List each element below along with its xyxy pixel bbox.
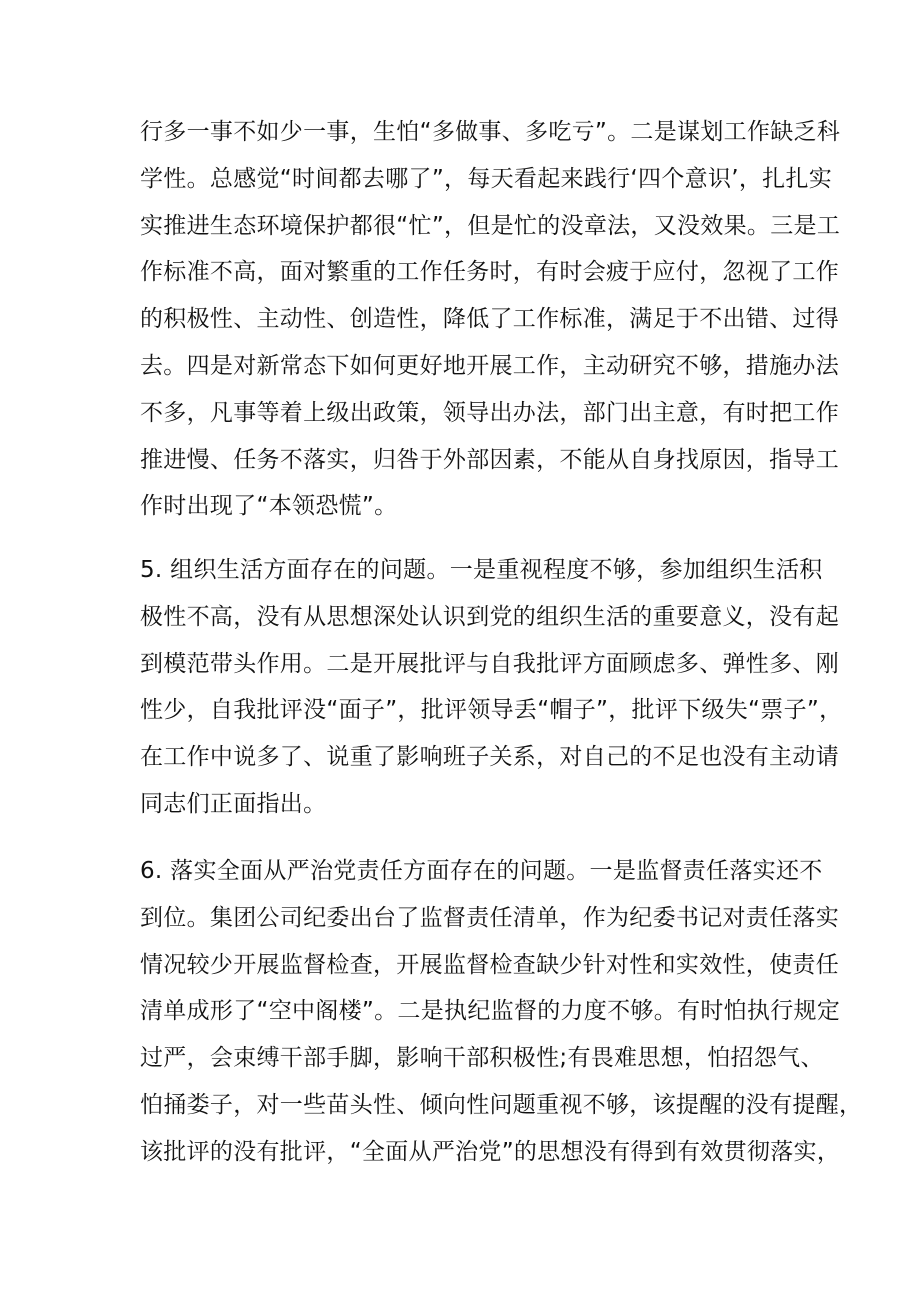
text-line: 6. 落实全面从严治党责任方面存在的问题。一是监督责任落实还不 xyxy=(140,858,823,884)
text-line: 极性不高，没有从思想深处认识到党的组织生活的重要意义，没有起 xyxy=(140,603,839,630)
paragraph-section-5-organization-life xyxy=(140,547,843,828)
text-line: 在工作中说多了、说重了影响班子关系，对自己的不足也没有主动请 xyxy=(140,744,839,771)
text-line: 作时出现了“本领恐慌”。 xyxy=(140,493,398,520)
text-line: 5. 组织生活方面存在的问题。一是重视程度不够，参加组织生活积 xyxy=(140,557,823,583)
text-line: 实推进生态环境保护都很“忙”，但是忙的没章法，又没效果。三是工 xyxy=(140,212,841,239)
text-line: 作标准不高，面对繁重的工作任务时，有时会疲于应付，忽视了工作 xyxy=(140,259,839,286)
text-line: 到位。集团公司纪委出台了监督责任清单，作为纪委书记对责任落实 xyxy=(140,904,839,931)
text-line: 推进慢、任务不落实，归咎于外部因素，不能从自身找原因，指导工 xyxy=(140,446,839,473)
text-line: 行多一事不如少一事，生怕“多做事、多吃亏”。二是谋划工作缺乏科 xyxy=(140,119,841,145)
text-line: 的积极性、主动性、创造性，降低了工作标准，满足于不出错、过得 xyxy=(140,306,839,333)
paragraph-section-6-party-governance xyxy=(140,848,863,1176)
text-line: 学性。总感觉“时间都去哪了”，每天看起来践行‘四个意识’，扎扎实 xyxy=(140,165,833,192)
paragraph-work-style-continuation xyxy=(140,109,841,530)
text-line: 到模范带头作用。二是开展批评与自我批评方面顾虑多、弹性多、刚 xyxy=(140,650,839,677)
text-line: 不多，凡事等着上级出政策，领导出办法，部门出主意，有时把工作 xyxy=(140,399,839,426)
text-line: 同志们正面指出。 xyxy=(140,790,327,817)
text-line: 怕捅娄子，对一些苗头性、倾向性问题重视不够，该提醒的没有提醒， xyxy=(140,1091,863,1118)
text-line: 去。四是对新常态下如何更好地开展工作，主动研究不够，措施办法 xyxy=(140,352,839,379)
text-line: 清单成形了“空中阁楼”。二是执纪监督的力度不够。有时怕执行规定 xyxy=(140,998,841,1025)
text-line: 性少，自我批评没“面子”，批评领导丢“帽子”，批评下级失“票子”， xyxy=(140,697,843,724)
text-line: 情况较少开展监督检查，开展监督检查缺少针对性和实效性，使责任 xyxy=(140,951,839,978)
text-line: 该批评的没有批评，“全面从严治党”的思想没有得到有效贯彻落实， xyxy=(140,1138,841,1165)
text-line: 过严，会束缚干部手脚，影响干部积极性;有畏难思想，怕招怨气、 xyxy=(140,1045,824,1072)
